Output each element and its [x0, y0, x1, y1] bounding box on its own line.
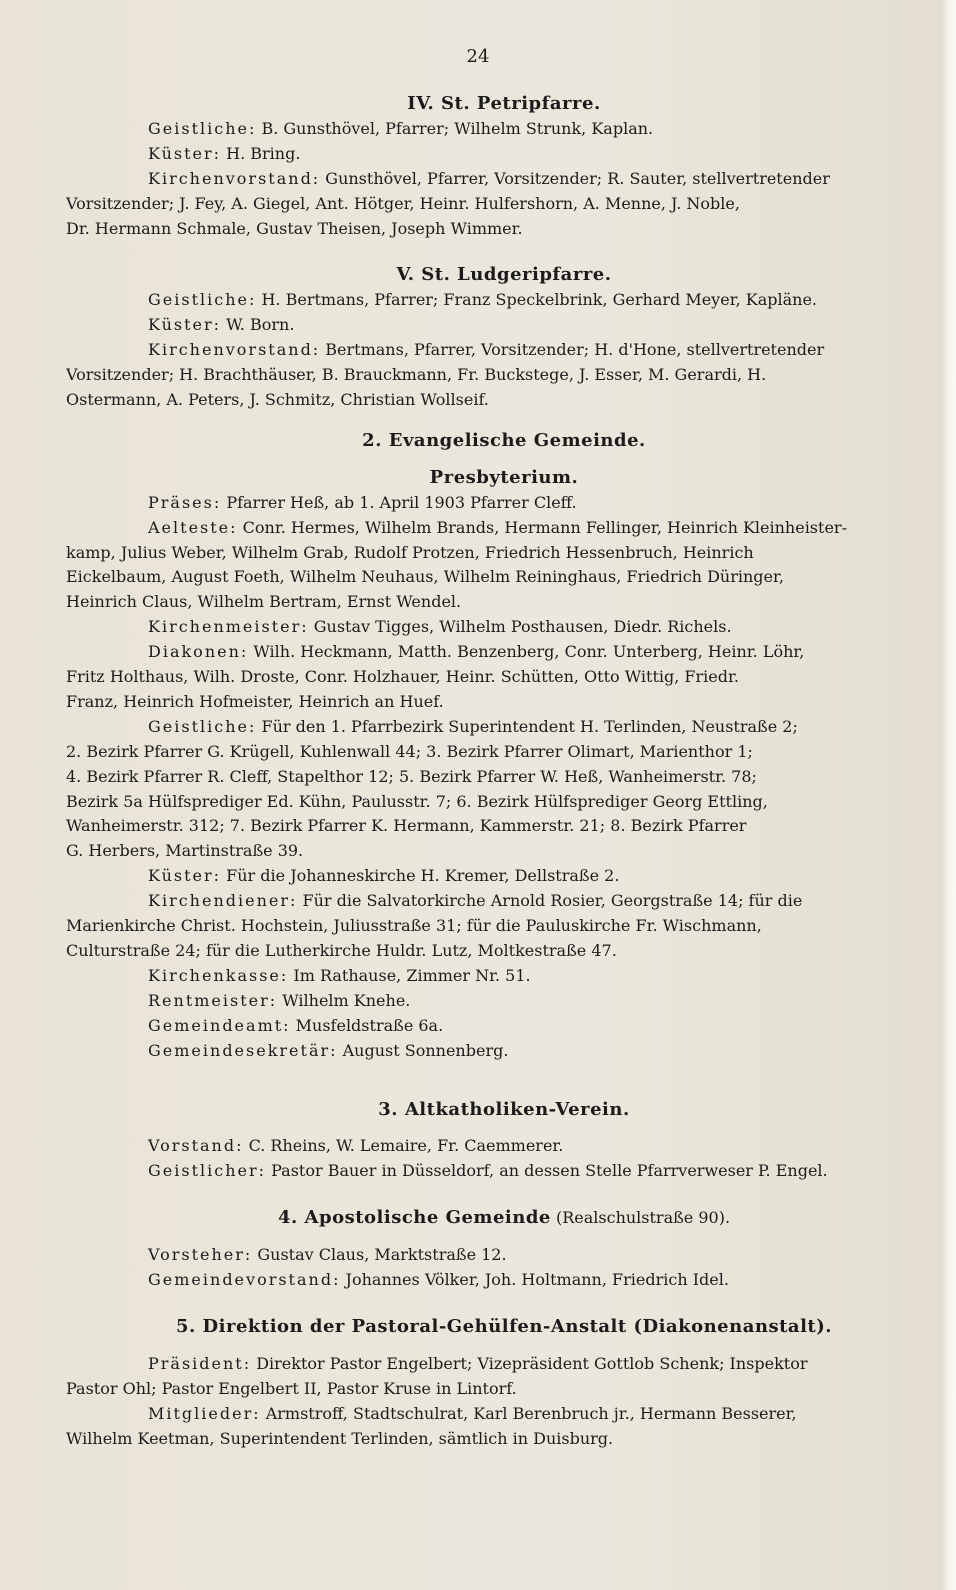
- entry-label: Küster:: [148, 143, 222, 163]
- entry-praesident: [66, 1352, 942, 1377]
- entry-geistlicher: [66, 1159, 942, 1184]
- entry-diakonen: [66, 640, 942, 665]
- entry-kuester: [66, 864, 942, 889]
- entry-kuester: [66, 313, 942, 338]
- entry-geistliche: [66, 288, 942, 313]
- page-edge: [942, 0, 956, 1590]
- entry-label: Geistliche:: [148, 716, 257, 736]
- entry-text: Armstroff, Stadtschulrat, Karl Berenbruch jr., Hermann Besserer,: [260, 1403, 797, 1423]
- heading-text: 4. Apostolische Gemeinde: [277, 1207, 551, 1229]
- entry-label: Kirchenkasse:: [148, 965, 289, 985]
- entry-label: Geistliche:: [148, 290, 257, 310]
- entry-label: Kirchenvorstand:: [148, 340, 321, 360]
- entry-text: Gustav Tigges, Wilhelm Posthausen, Diedr. Richels.: [308, 617, 732, 637]
- entry-gemeindesekretaer: [66, 1039, 942, 1064]
- entry-continuation: kamp, Julius Weber, Wilhelm Grab, Rudolf Protzen, Friedrich Hessenbruch, Heinrich: [66, 542, 754, 562]
- entry-text: Im Rathause, Zimmer Nr. 51.: [288, 965, 531, 985]
- entry-continuation: Franz, Heinrich Hofmeister, Heinrich an Huef.: [66, 691, 444, 711]
- entry-label: Küster:: [148, 315, 222, 335]
- entry-gemeindeamt: [66, 1014, 942, 1039]
- entry-label: Geistliche:: [148, 118, 257, 138]
- entry-text: August Sonnenberg.: [337, 1040, 509, 1060]
- entry-label: Küster:: [148, 866, 222, 886]
- entry-text: Für den 1. Pfarrbezirk Superintendent H. Terlinden, Neustraße 2;: [256, 716, 798, 736]
- entry-geistliche: [66, 715, 942, 740]
- entry-label: Gemeindeamt:: [148, 1015, 291, 1035]
- entry-continuation: 2. Bezirk Pfarrer G. Krügell, Kuhlenwall 44; 3. Bezirk Pfarrer Olimart, Marienthor 1;: [66, 741, 753, 761]
- entry-text: Für die Johanneskirche H. Kremer, Dellstraße 2.: [221, 866, 620, 886]
- entry-kirchenmeister: [66, 615, 942, 640]
- section-heading-apostolische-gemeinde: [66, 1206, 942, 1231]
- section-heading-evangelische-gemeinde: 2. Evangelische Gemeinde.: [362, 429, 646, 451]
- page-content: [66, 92, 942, 1452]
- entry-continuation: 4. Bezirk Pfarrer R. Cleff, Stapelthor 12; 5. Bezirk Pfarrer W. Heß, Wanheimerstr. 78;: [66, 766, 757, 786]
- entry-label: Diakonen:: [148, 642, 249, 662]
- entry-kirchenvorstand: [66, 338, 942, 363]
- entry-continuation: Ostermann, A. Peters, J. Schmitz, Christian Wollseif.: [66, 389, 489, 409]
- entry-gemeindevorstand: [66, 1268, 942, 1293]
- entry-kuester: [66, 142, 942, 167]
- entry-continuation: Culturstraße 24; für die Lutherkirche Huldr. Lutz, Moltkestraße 47.: [66, 941, 617, 960]
- entry-label: Gemeindesekretär:: [148, 1040, 338, 1060]
- entry-text: Für die Salvatorkirche Arnold Rosier, Georgstraße 14; für die: [297, 891, 803, 911]
- entry-kirchenkasse: [66, 964, 942, 989]
- entry-label: Präses:: [148, 492, 222, 512]
- entry-continuation: Bezirk 5a Hülfsprediger Ed. Kühn, Paulusstr. 7; 6. Bezirk Hülfsprediger Georg Ettling,: [66, 791, 768, 811]
- entry-text: Johannes Völker, Joh. Holtmann, Friedrich Idel.: [340, 1270, 729, 1290]
- entry-rentmeister: [66, 989, 942, 1014]
- entry-text: H. Bertmans, Pfarrer; Franz Speckelbrink, Gerhard Meyer, Kapläne.: [256, 290, 817, 310]
- entry-text: Conr. Hermes, Wilhelm Brands, Hermann Fellinger, Heinrich Kleinheister-: [237, 517, 847, 537]
- entry-label: Mitglieder:: [148, 1403, 261, 1423]
- section-heading-diakonenanstalt: 5. Direktion der Pastoral-Gehülfen-Anstalt (Diakonenanstalt).: [175, 1315, 833, 1337]
- entry-text: Bertmans, Pfarrer, Vorsitzender; H. d'Hone, stellvertretender: [320, 340, 825, 360]
- entry-text: Wilh. Heckmann, Matth. Benzenberg, Conr. Unterberg, Heinr. Löhr,: [248, 642, 805, 662]
- section-subheading-presbyterium: Presbyterium.: [429, 466, 579, 488]
- entry-praeses: [66, 491, 942, 516]
- entry-text: C. Rheins, W. Lemaire, Fr. Caemmerer.: [243, 1136, 564, 1156]
- entry-text: Wilhelm Knehe.: [277, 990, 411, 1010]
- entry-continuation: Eickelbaum, August Foeth, Wilhelm Neuhaus, Wilhelm Reininghaus, Friedrich Düringer,: [66, 567, 784, 587]
- entry-text: Pfarrer Heß, ab 1. April 1903 Pfarrer Cleff.: [221, 492, 577, 512]
- section-heading-ludgeripfarre: V. St. Ludgeripfarre.: [396, 264, 612, 286]
- entry-vorsteher: [66, 1243, 942, 1268]
- entry-text: Gunsthövel, Pfarrer, Vorsitzender; R. Sauter, stellvertretender: [320, 168, 830, 188]
- heading-note: (Realschulstraße 90).: [550, 1208, 731, 1228]
- entry-mitglieder: [66, 1402, 942, 1427]
- entry-text: Direktor Pastor Engelbert; Vizepräsident Gottlob Schenk; Inspektor: [251, 1353, 808, 1373]
- entry-continuation: Fritz Holthaus, Wilh. Droste, Conr. Holzhauer, Heinr. Schütten, Otto Wittig, Friedr.: [66, 667, 739, 687]
- entry-text: Musfeldstraße 6a.: [290, 1015, 444, 1035]
- entry-label: Kirchenvorstand:: [148, 168, 321, 188]
- entry-label: Kirchenmeister:: [148, 617, 309, 637]
- entry-continuation: Heinrich Claus, Wilhelm Bertram, Ernst Wendel.: [66, 592, 462, 612]
- entry-label: Vorsteher:: [148, 1245, 253, 1265]
- entry-text: B. Gunsthövel, Pfarrer; Wilhelm Strunk, Kaplan.: [256, 118, 654, 138]
- entry-continuation: Vorsitzender; H. Brachthäuser, B. Brauckmann, Fr. Buckstege, J. Esser, M. Gerardi, H.: [66, 365, 767, 385]
- entry-text: Pastor Bauer in Düsseldorf, an dessen Stelle Pfarrverweser P. Engel.: [266, 1161, 828, 1181]
- entry-label: Rentmeister:: [148, 990, 278, 1010]
- entry-continuation: Dr. Hermann Schmale, Gustav Theisen, Joseph Wimmer.: [66, 218, 523, 238]
- entry-continuation: Pastor Ohl; Pastor Engelbert II, Pastor Kruse in Lintorf.: [66, 1378, 517, 1398]
- entry-continuation: G. Herbers, Martinstraße 39.: [66, 841, 304, 861]
- entry-continuation: Wilhelm Keetman, Superintendent Terlinden, sämtlich in Duisburg.: [66, 1428, 614, 1448]
- entry-vorstand: [66, 1134, 942, 1159]
- entry-label: Geistlicher:: [148, 1161, 267, 1181]
- entry-continuation: Wanheimerstr. 312; 7. Bezirk Pfarrer K. Hermann, Kammerstr. 21; 8. Bezirk Pfarrer: [66, 816, 747, 836]
- entry-kirchendiener: [66, 889, 942, 914]
- entry-kirchenvorstand: [66, 167, 942, 192]
- page-number: 24: [466, 46, 490, 67]
- entry-text: H. Bring.: [221, 143, 301, 163]
- entry-label: Vorstand:: [148, 1136, 244, 1156]
- section-heading-petripfarre: IV. St. Petripfarre.: [407, 93, 601, 114]
- entry-continuation: Marienkirche Christ. Hochstein, Juliusstraße 31; für die Pauluskirche Fr. Wischmann,: [66, 916, 762, 936]
- entry-label: Präsident:: [148, 1353, 252, 1373]
- entry-label: Kirchendiener:: [148, 891, 298, 911]
- entry-continuation: Vorsitzender; J. Fey, A. Giegel, Ant. Hötger, Heinr. Hulfershorn, A. Menne, J. Noble,: [66, 193, 740, 213]
- entry-label: Aelteste:: [148, 517, 238, 537]
- entry-aelteste: [66, 516, 942, 541]
- entry-geistliche: [66, 117, 942, 142]
- entry-text: Gustav Claus, Marktstraße 12.: [252, 1245, 507, 1265]
- entry-label: Gemeindevorstand:: [148, 1270, 341, 1290]
- entry-text: W. Born.: [221, 315, 295, 335]
- section-heading-altkatholiken: 3. Altkatholiken-Verein.: [378, 1098, 630, 1120]
